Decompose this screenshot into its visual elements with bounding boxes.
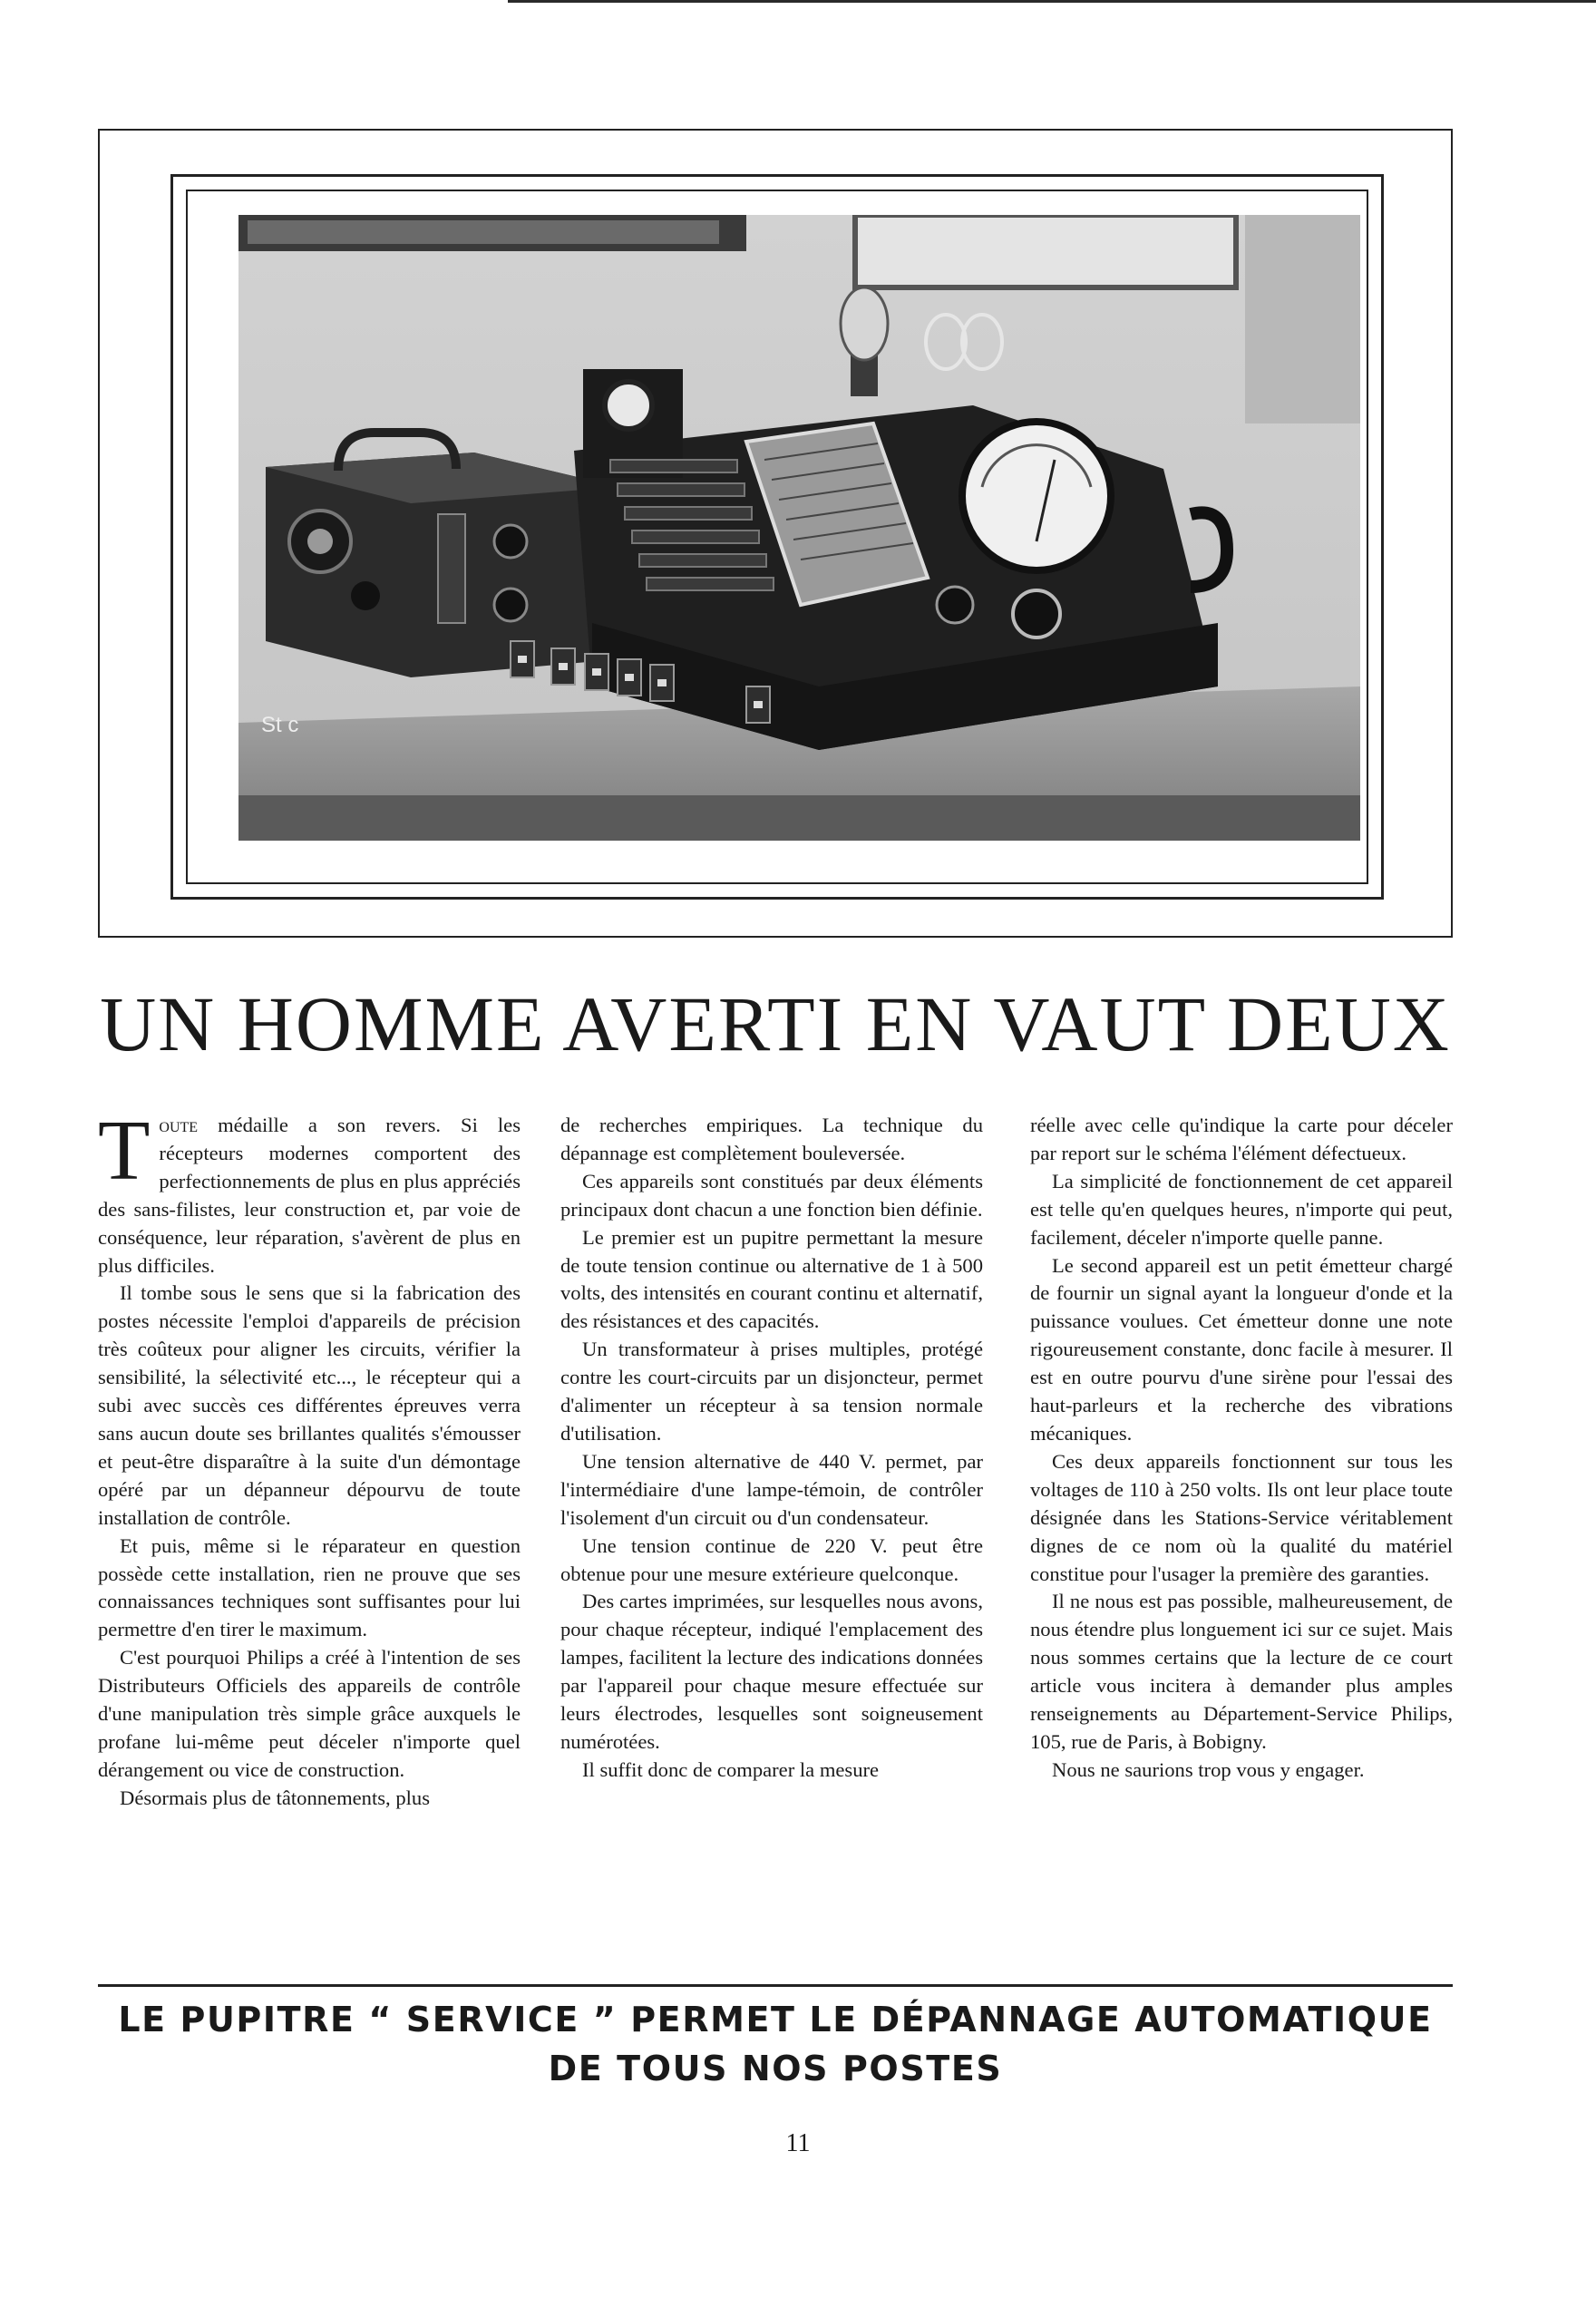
photo-frame-outer xyxy=(98,129,1453,938)
scratch-mark: St c xyxy=(261,713,299,737)
top-edge-rule xyxy=(508,0,1596,3)
paragraph: Une tension continue de 220 V. peut être obtenue pour une mesure extérieure quelconque. xyxy=(560,1533,983,1585)
paragraph: C'est pourquoi Philips a créé à l'intention de ses Distributeurs Officiels des appareils de contrôle d'une manipulation très simple grâce auxquels le profane lui-même peut déceler n'importe quel dérangement ou vice de construction. xyxy=(98,1646,521,1781)
paragraph: Il tombe sous le sens que si la fabrication des postes nécessite l'emploi d'appareils de précision très coûteux pour aligner les circuits, vérifier la sensibilité, la sélectivité etc..., le récepteur qui a subi avec succès ces différentes épreuves verra sans aucun doute ses brillantes qualités s'émousser et peut-être disparaître à la suite d'un démontage opéré par un dépanneur dépourvu de toute installation de contrôle. xyxy=(98,1281,521,1529)
equipment-photo xyxy=(238,215,1360,841)
paragraph: Désormais plus de tâtonnements, plus xyxy=(120,1786,430,1809)
paragraph: Ces deux appareils fonctionnent sur tous les voltages de 110 à 250 volts. Ils ont leur place toute désignée dans les Stations-Service véritablement dignes de ce nom où la qualité du matériel constitue pour l'usager la première des garanties. xyxy=(1030,1449,1453,1585)
footer-slogan-line-2: DE TOUS NOS POSTES xyxy=(548,2049,1003,2088)
paragraph: La simplicité de fonctionnement de cet appareil est telle qu'en quelques heures, n'importe qui peut, facilement, déceler n'importe quelle panne. xyxy=(1030,1169,1453,1249)
paragraph: Le premier est un pupitre permettant la mesure de toute tension continue ou alternative de 1 à 500 volts, des intensités en courant continu et alternatif, des résistances et des capacités. xyxy=(560,1225,983,1333)
paragraph: Des cartes imprimées, sur lesquelles nous avons, pour chaque récepteur, indiqué l'emplacement des lampes, facilitent la lecture des indications données par l'appareil pour chaque mesure effectuée sur leurs électrodes, lesquelles sont soigneusement numérotées. xyxy=(560,1590,983,1753)
paragraph: Il suffit donc de comparer la mesure xyxy=(582,1757,880,1781)
paragraph: Nous ne saurions trop vous y engager. xyxy=(1052,1757,1365,1781)
paragraph: Une tension alternative de 440 V. permet, par l'intermédiaire d'une lampe-témoin, de contrôler l'isolement d'un circuit ou d'un condensateur. xyxy=(560,1449,983,1529)
paragraph: Il ne nous est pas possible, malheureusement, de nous étendre plus longuement ici sur ce sujet. Mais nous sommes certains que la lecture de ce court article vous incitera à demander plus amples renseignements au Département-Service Philips, 105, rue de Paris, à Bobigny. xyxy=(1030,1590,1453,1753)
footer-slogan-line-1: LE PUPITRE “ SERVICE ” PERMET LE DÉPANNAGE AUTOMATIQUE xyxy=(118,2000,1433,2039)
paragraph xyxy=(98,1104,521,1280)
footer-divider xyxy=(98,1984,1453,1987)
drop-cap: T xyxy=(98,1104,151,1198)
page-title: UN HOMME AVERTI EN VAUT DEUX xyxy=(100,980,1451,1067)
paragraph: Un transformateur à prises multiples, protégé contre les court-circuits par un disjoncteur, permet d'alimenter un récepteur à sa tension normale d'utilisation. xyxy=(560,1338,983,1445)
paragraph: Et puis, même si le réparateur en question possède cette installation, rien ne prouve que ses connaissances techniques sont suffisantes pour lui permettre d'en tirer le maximum. xyxy=(98,1533,521,1641)
paragraph: réelle avec celle qu'indique la carte pour déceler par report sur le schéma l'élément défectueux. xyxy=(1030,1114,1453,1164)
page-number: 11 xyxy=(785,2129,811,2157)
radio-test-equipment-photo-icon xyxy=(238,215,1360,841)
paragraph: de recherches empiriques. La technique du dépannage est complètement bouleversée. xyxy=(560,1114,983,1164)
article-column-2 xyxy=(560,1112,983,1785)
article-column-3 xyxy=(1030,1112,1453,1785)
paragraph: Ces appareils sont constitués par deux éléments principaux dont chacun a une fonction bien définie. xyxy=(560,1169,983,1221)
paragraph: Le second appareil est un petit émetteur chargé de fournir un signal ayant la longueur d'onde et la puissance voulues. Cet émetteur donne une note rigoureusement constante, donc facile à mesurer. Il est en outre pourvu d'une sirène pour l'essai des haut-parleurs et la recherche des vibrations mécaniques. xyxy=(1030,1253,1453,1445)
article-column-1 xyxy=(98,1104,521,1813)
paragraph-text: médaille a son revers. Si les récepteurs modernes comportent des perfectionnements de plus en plus appréciés des sans-filistes, leur construction et, par voie de conséquence, leur réparation, s'avèrent de plus en plus difficiles. xyxy=(98,1114,521,1277)
lead-in: oute xyxy=(159,1114,199,1136)
